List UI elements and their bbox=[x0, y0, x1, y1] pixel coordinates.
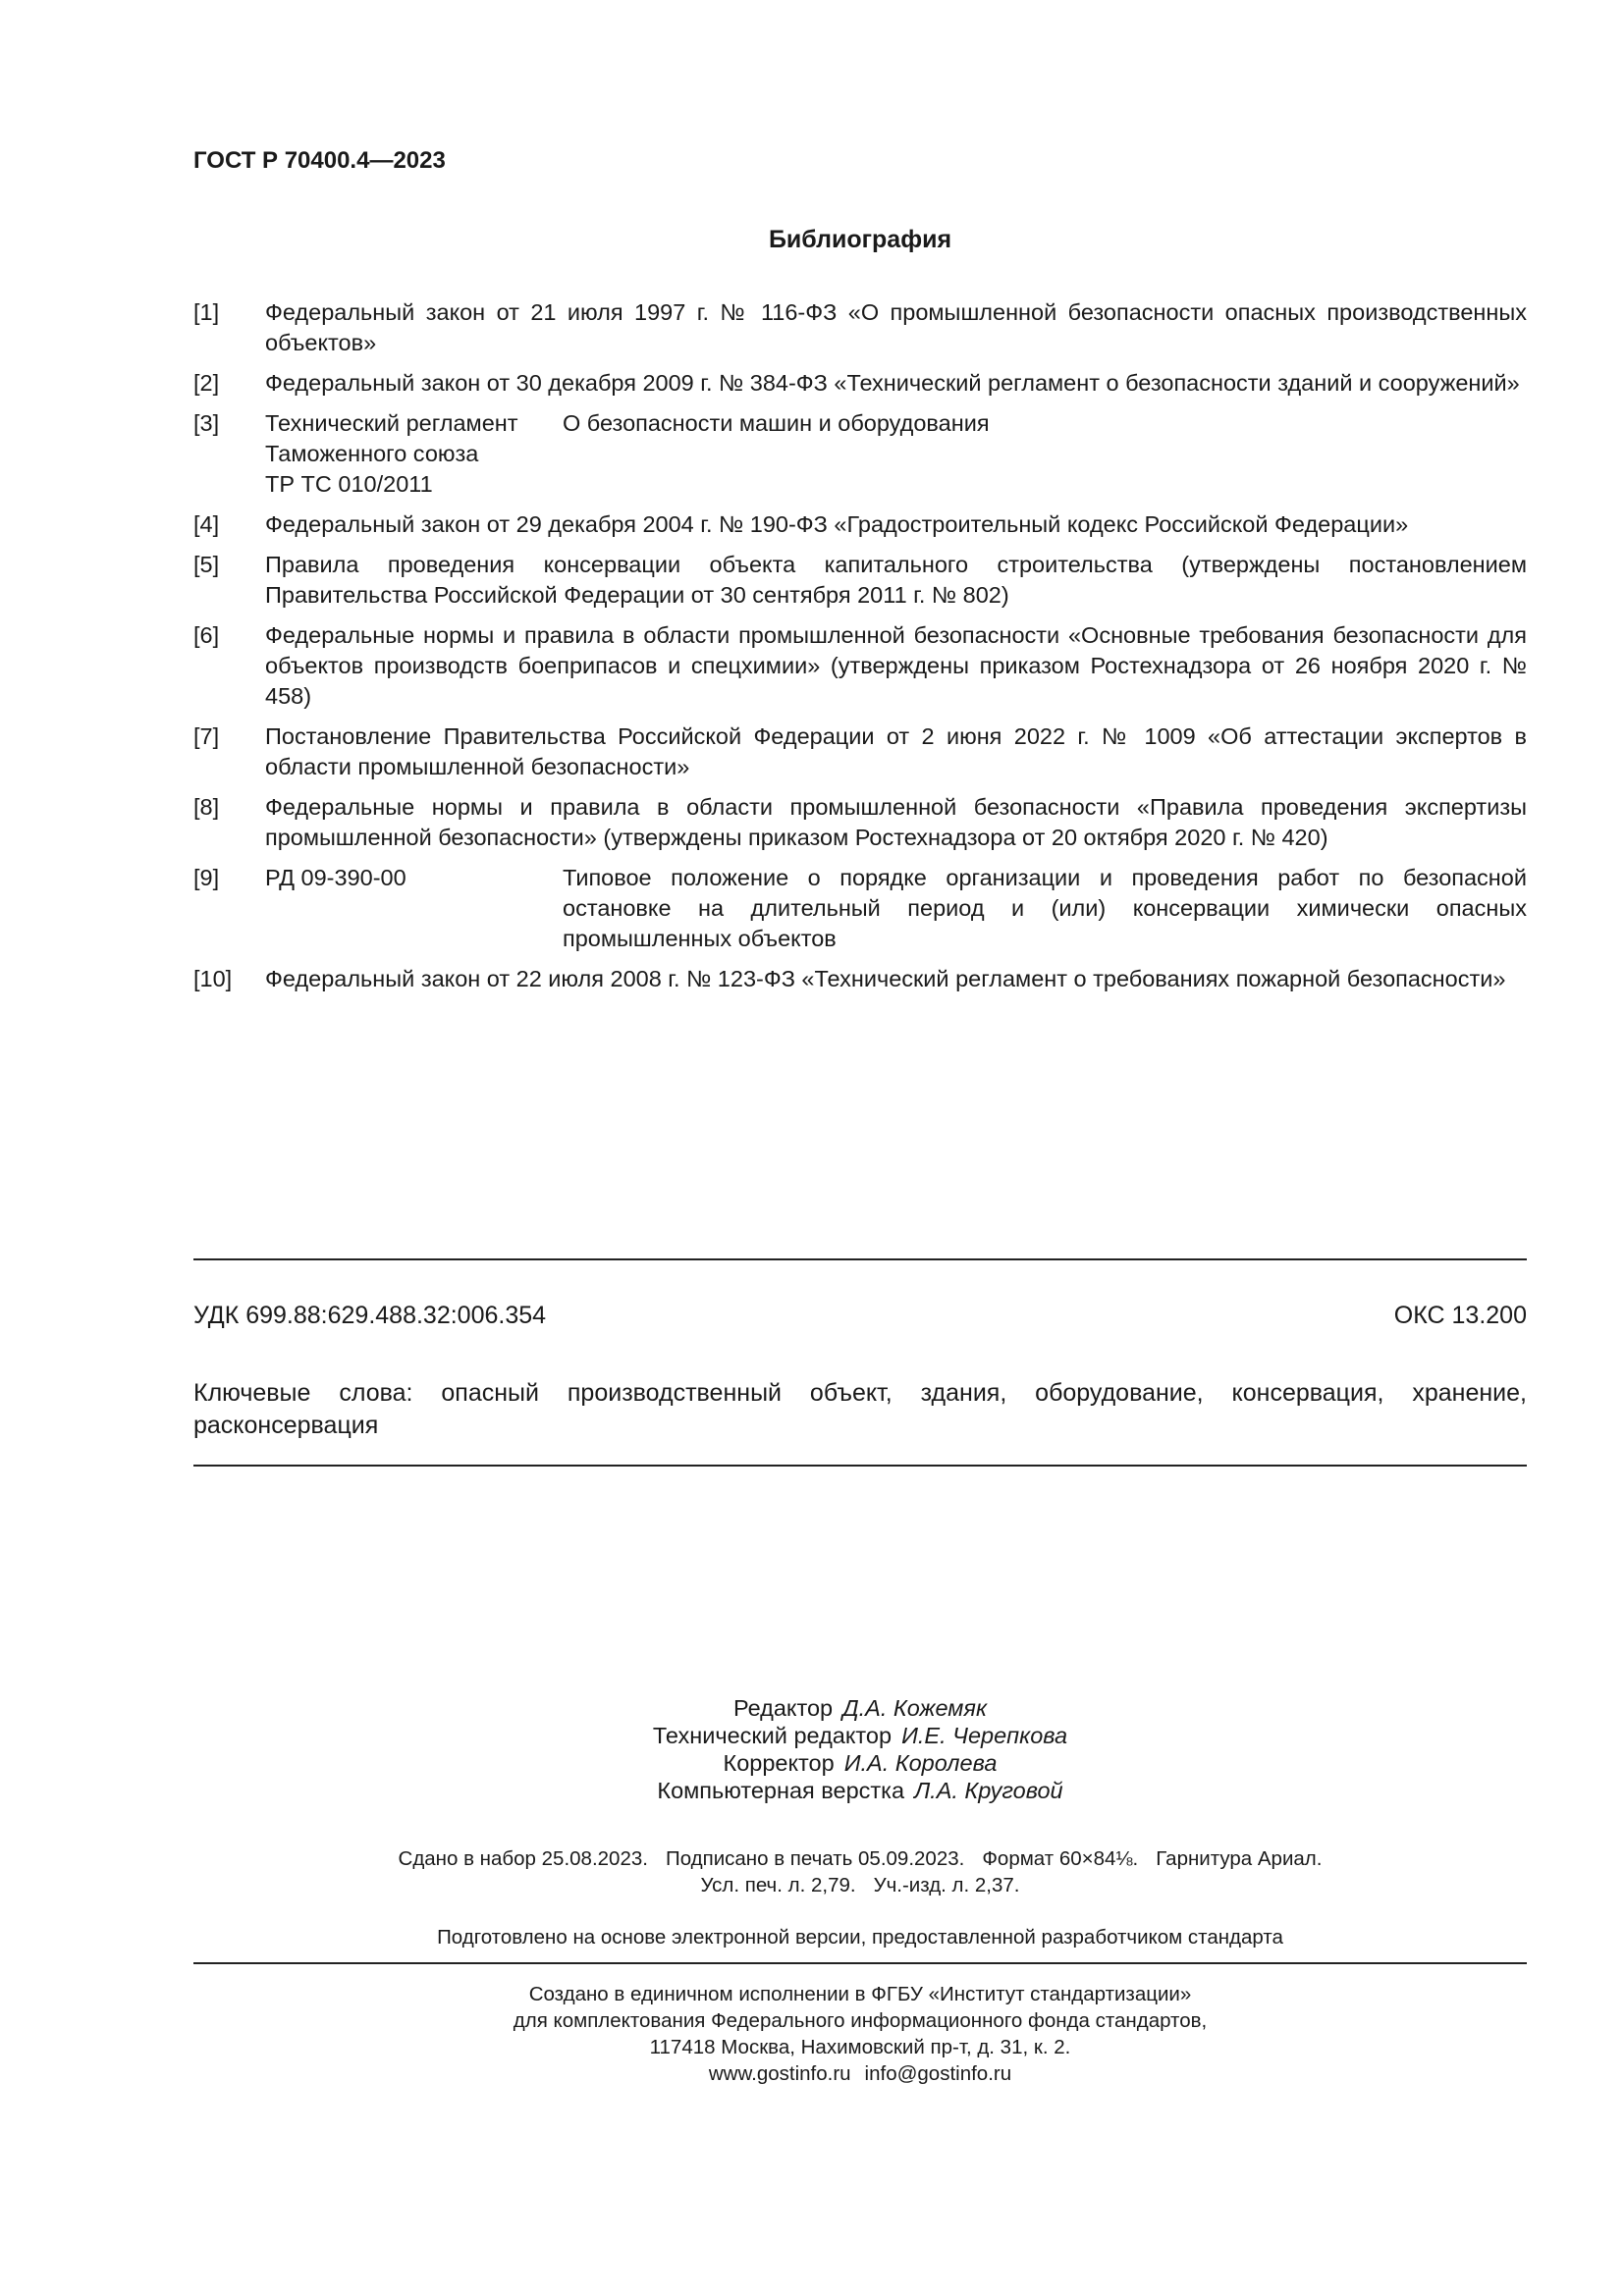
bibliography-number: [8] bbox=[193, 794, 220, 820]
bibliography-text: Постановление Правительства Российской Федерации от 2 июня 2022 г. № 1009 «Об аттестации экспертов в области промышленной безопасности» bbox=[265, 723, 1527, 779]
bibliography-text: Федеральные нормы и правила в области промышленной безопасности «Правила проведения экспертизы промышленной безопасности» (утверждены приказом Ростехнадзора от 20 октября 2020 г. № 420) bbox=[265, 794, 1527, 850]
bibliography-text: Федеральный закон от 30 декабря 2009 г. № 384-ФЗ «Технический регламент о безопасности зданий и сооружений» bbox=[265, 370, 1520, 396]
divider-top bbox=[193, 1258, 1527, 1260]
prepared-note: Подготовлено на основе электронной версии, предоставленной разработчиком стандарта bbox=[437, 1926, 1283, 1949]
bibliography-description: О безопасности машин и оборудования bbox=[563, 410, 990, 436]
signed-date: Подписано в печать 05.09.2023. bbox=[665, 1847, 965, 1870]
typeface: Гарнитура Ариал. bbox=[1156, 1847, 1323, 1870]
print-info-line bbox=[0, 1845, 1624, 1872]
bibliography-number: [1] bbox=[193, 299, 220, 325]
bibliography-code-line: Технический регламент bbox=[265, 410, 518, 436]
print-info-line bbox=[0, 1872, 1624, 1898]
divider-bottom bbox=[193, 1962, 1527, 1964]
bibliography-number: [2] bbox=[193, 370, 220, 396]
credit-role: Технический редактор bbox=[652, 1723, 893, 1748]
bibliography-code-line: ТР ТС 010/2011 bbox=[265, 471, 433, 497]
bibliography-item bbox=[193, 792, 1527, 853]
bibliography-item bbox=[193, 509, 1527, 540]
credit-row bbox=[0, 1694, 1624, 1722]
credit-name: Л.А. Круговой bbox=[914, 1778, 1063, 1803]
bibliography-number: [9] bbox=[193, 865, 220, 890]
credit-row bbox=[0, 1777, 1624, 1804]
credit-row bbox=[0, 1749, 1624, 1777]
bibliography-text: Федеральный закон от 29 декабря 2004 г. № 190-ФЗ «Градостроительный кодекс Российской Федерации» bbox=[265, 511, 1409, 537]
publisher-contacts bbox=[0, 2060, 1624, 2087]
credit-name: И.А. Королева bbox=[843, 1750, 998, 1776]
bibliography-item bbox=[193, 863, 1527, 954]
udk-code: УДК 699.88:629.488.32:006.354 bbox=[193, 1302, 547, 1329]
bibliography-number: [6] bbox=[193, 622, 220, 648]
bibliography-item bbox=[193, 408, 1527, 500]
bibliography-description: Типовое положение о порядке организации и проведения работ по безопасной остановке на длительный период и (или) консервации химически опасных промышленных объектов bbox=[563, 865, 1527, 951]
bibliography-item bbox=[193, 550, 1527, 611]
credit-row bbox=[0, 1722, 1624, 1749]
publisher-line: Создано в единичном исполнении в ФГБУ «Институт стандартизации» bbox=[528, 1983, 1192, 2005]
bibliography-number: [10] bbox=[193, 966, 233, 991]
paper-format: Формат 60×84⅛. bbox=[982, 1847, 1139, 1870]
bibliography-code-line: Таможенного союза bbox=[265, 441, 479, 466]
publisher-info bbox=[0, 1981, 1624, 2087]
bibliography-item bbox=[193, 297, 1527, 358]
bibliography-code-line: РД 09-390-00 bbox=[265, 865, 406, 890]
credit-role: Редактор bbox=[732, 1695, 834, 1721]
bibliography-code bbox=[265, 408, 563, 500]
bibliography-text: Правила проведения консервации объекта капитального строительства (утверждены постановлением Правительства Российской Федерации от 30 сентября 2011 г. № 802) bbox=[265, 552, 1527, 608]
submitted-date: Сдано в набор 25.08.2023. bbox=[398, 1847, 648, 1870]
bibliography-text: Федеральные нормы и правила в области промышленной безопасности «Основные требования безопасности для объектов производств боеприпасов и спецхимии» (утверждены приказом Ростехнадзора от 26 ноября 2020 г. № 458) bbox=[265, 622, 1527, 709]
bibliography-item bbox=[193, 721, 1527, 782]
credit-name: Д.А. Кожемяк bbox=[842, 1695, 988, 1721]
bibliography-title: Библиография bbox=[768, 226, 952, 253]
publisher-line: для комплектования Федерального информационного фонда стандартов, bbox=[513, 2009, 1208, 2032]
bibliography-list bbox=[193, 297, 1527, 1004]
print-info bbox=[0, 1845, 1624, 1898]
bibliography-item bbox=[193, 964, 1527, 994]
print-sheets: Усл. печ. л. 2,79. bbox=[700, 1874, 856, 1896]
bibliography-number: [4] bbox=[193, 511, 220, 537]
bibliography-number: [7] bbox=[193, 723, 220, 749]
bibliography-item bbox=[193, 620, 1527, 712]
publisher-website[interactable]: www.gostinfo.ru bbox=[708, 2062, 851, 2085]
credit-role: Корректор bbox=[723, 1750, 835, 1776]
publisher-sheets: Уч.-изд. л. 2,37. bbox=[873, 1874, 1020, 1896]
keywords: Ключевые слова: опасный производственный объект, здания, оборудование, консервация, хранение, расконсервация bbox=[193, 1379, 1527, 1439]
divider-middle bbox=[193, 1465, 1527, 1467]
oks-code: ОКС 13.200 bbox=[1393, 1302, 1527, 1329]
bibliography-number: [5] bbox=[193, 552, 220, 577]
publisher-line: 117418 Москва, Нахимовский пр-т, д. 31, к. 2. bbox=[649, 2036, 1071, 2058]
credits bbox=[0, 1694, 1624, 1804]
bibliography-text: Федеральный закон от 22 июля 2008 г. № 123-ФЗ «Технический регламент о требованиях пожарной безопасности» bbox=[265, 966, 1506, 991]
publisher-email[interactable]: info@gostinfo.ru bbox=[864, 2062, 1012, 2085]
credit-name: И.Е. Черепкова bbox=[901, 1723, 1068, 1748]
bibliography-number: [3] bbox=[193, 410, 220, 436]
credit-role: Компьютерная верстка bbox=[657, 1778, 905, 1803]
bibliography-text: Федеральный закон от 21 июля 1997 г. № 116-ФЗ «О промышленной безопасности опасных производственных объектов» bbox=[265, 299, 1527, 355]
document-code: ГОСТ Р 70400.4—2023 bbox=[193, 147, 446, 174]
bibliography-item bbox=[193, 368, 1527, 399]
bibliography-code bbox=[265, 863, 563, 954]
